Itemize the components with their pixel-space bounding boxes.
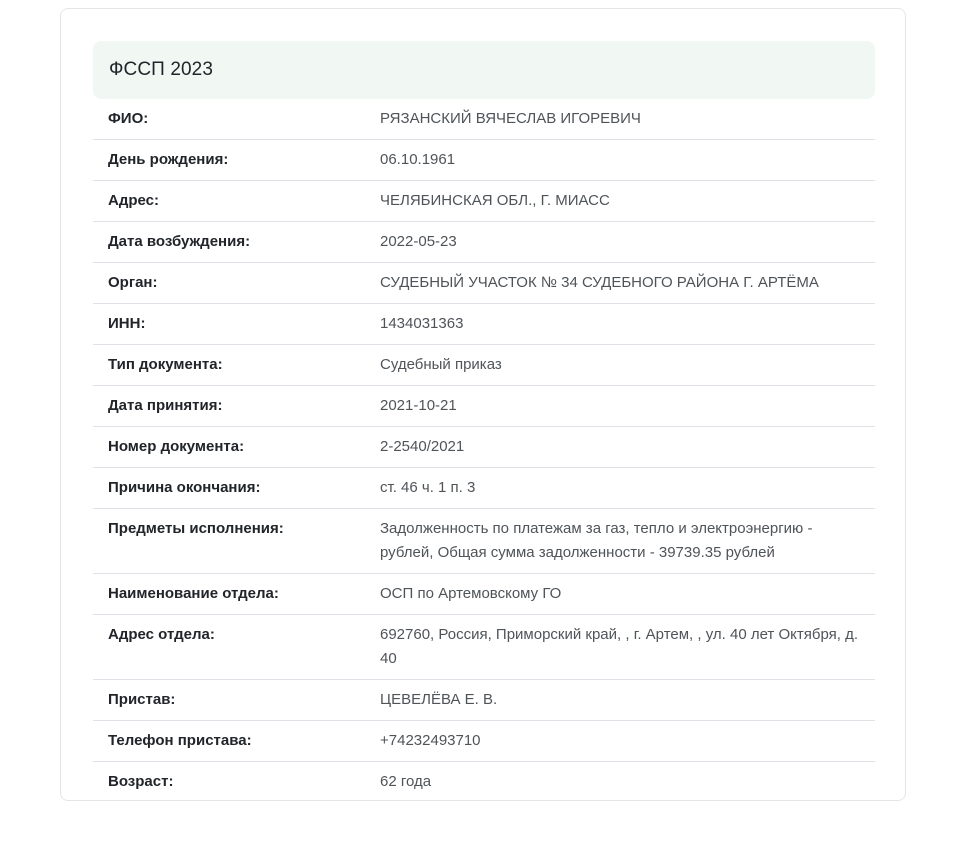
table-row (93, 680, 875, 721)
row-label-birthday: День рождения: (108, 151, 229, 168)
table-row (93, 427, 875, 468)
table-row (93, 345, 875, 386)
card-header (93, 41, 875, 99)
table-row (93, 721, 875, 762)
row-value-end-reason: ст. 46 ч. 1 п. 3 (380, 479, 476, 496)
row-label-fio: ФИО: (108, 110, 149, 127)
row-label-end-reason: Причина окончания: (108, 479, 261, 496)
row-value-birthday: 06.10.1961 (380, 151, 456, 168)
table-row (93, 222, 875, 263)
row-label-document-number: Номер документа: (108, 438, 245, 455)
row-label-bailiff-phone: Телефон пристава: (108, 732, 252, 749)
row-value-initiation-date: 2022-05-23 (380, 233, 457, 250)
row-value-inn: 1434031363 (380, 315, 464, 332)
table-row (93, 304, 875, 345)
row-value-fio: РЯЗАНСКИЙ ВЯЧЕСЛАВ ИГОРЕВИЧ (380, 110, 641, 127)
row-value-department-address: 692760, Россия, Приморский край, , г. Артем, , ул. 40 лет Октября, д. 40 (380, 626, 858, 667)
table-row (93, 762, 875, 803)
row-label-address: Адрес: (108, 192, 159, 209)
row-value-address: ЧЕЛЯБИНСКАЯ ОБЛ., Г. МИАСС (380, 192, 610, 209)
table-row (93, 509, 875, 574)
row-label-authority: Орган: (108, 274, 158, 291)
card-title: ФССП 2023 (109, 59, 213, 80)
info-table (93, 99, 875, 802)
row-label-document-type: Тип документа: (108, 356, 223, 373)
fssp-card (60, 8, 906, 801)
row-value-execution-subjects: Задолженность по платежам за газ, тепло и электроэнергию - рублей, Общая сумма задолженности - 39739.35 рублей (380, 520, 813, 561)
row-label-acceptance-date: Дата принятия: (108, 397, 223, 414)
row-value-document-number: 2-2540/2021 (380, 438, 465, 455)
row-value-age: 62 года (380, 773, 432, 790)
table-row (93, 386, 875, 427)
row-value-department-name: ОСП по Артемовскому ГО (380, 585, 562, 602)
row-label-age: Возраст: (108, 773, 174, 790)
row-label-inn: ИНН: (108, 315, 146, 332)
row-label-department-name: Наименование отдела: (108, 585, 279, 602)
row-label-execution-subjects: Предметы исполнения: (108, 520, 284, 537)
table-row (93, 615, 875, 680)
table-row (93, 263, 875, 304)
row-value-authority: СУДЕБНЫЙ УЧАСТОК № 34 СУДЕБНОГО РАЙОНА Г. АРТЁМА (380, 274, 819, 291)
row-label-department-address: Адрес отдела: (108, 626, 215, 643)
row-value-document-type: Судебный приказ (380, 356, 502, 373)
row-value-bailiff-phone: +74232493710 (380, 732, 481, 749)
row-value-bailiff: ЦЕВЕЛЁВА Е. В. (380, 691, 498, 708)
row-value-acceptance-date: 2021-10-21 (380, 397, 457, 414)
row-label-bailiff: Пристав: (108, 691, 176, 708)
table-row (93, 99, 875, 140)
table-row (93, 181, 875, 222)
row-label-initiation-date: Дата возбуждения: (108, 233, 251, 250)
table-row (93, 140, 875, 181)
table-row (93, 574, 875, 615)
table-row (93, 468, 875, 509)
